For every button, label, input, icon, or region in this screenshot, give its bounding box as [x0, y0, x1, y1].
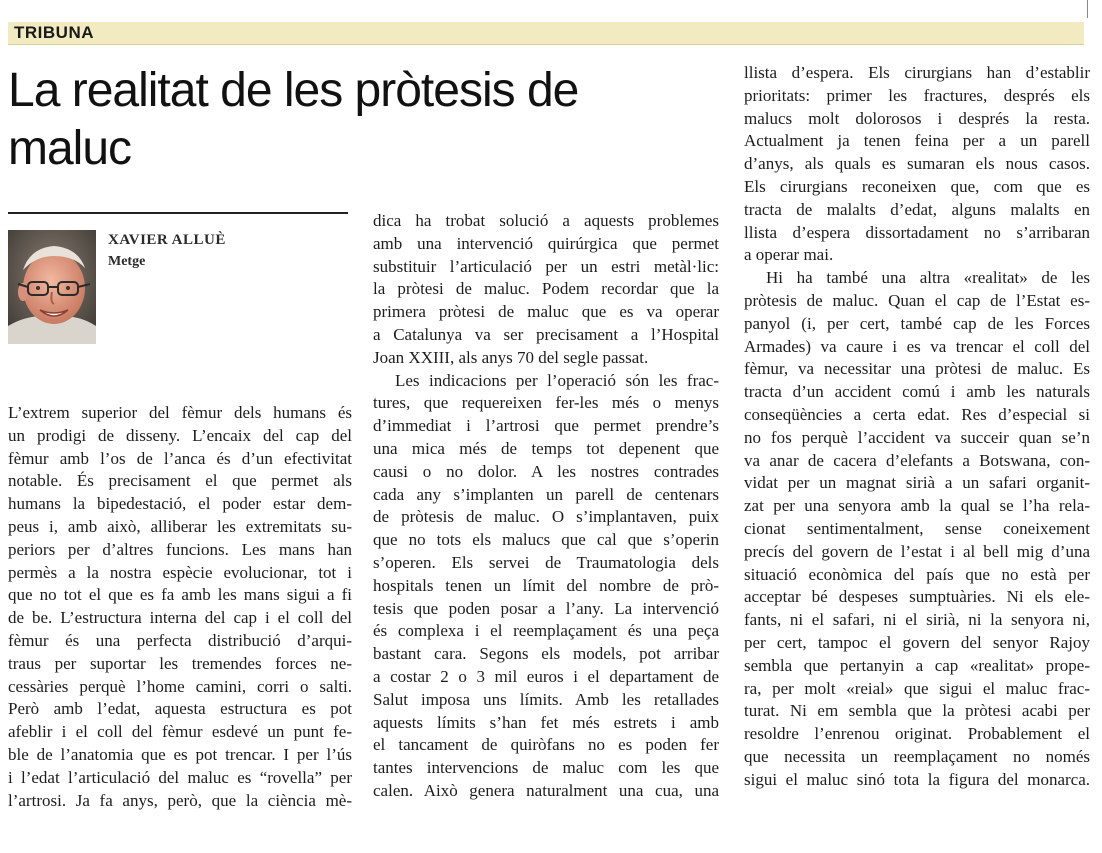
text-line: primera pròtesi de maluc que es va operar — [373, 302, 719, 322]
text-line: i l’edat l’articulació del maluc es “rovella” per — [8, 767, 352, 787]
text-line: afeblir i el coll del fèmur esdevé un punt fe- — [8, 722, 352, 742]
text-line: L’extrem superior del fèmur dels humans és — [8, 403, 352, 422]
text-line: vidat per un magnat sirià a un safari organit- — [744, 473, 1090, 493]
edge-rule — [1087, 0, 1088, 18]
text-line: cada any s’implanten un parell de centenars — [373, 484, 719, 504]
text-line: llista d’espera dissortadament no s’arribaran — [744, 222, 1090, 242]
text-line: tures, que requereixen fer-les més o menys — [373, 393, 719, 413]
text-line: de be. L’estructura interna del cap i el coll del — [8, 608, 352, 628]
text-line: fèmur amb l’os de l’anca és d’un efectivitat — [8, 448, 352, 468]
text-line: llista d’espera. Els cirurgians han d’establir — [744, 63, 1090, 82]
text-line: Hi ha també una altra «realitat» de les — [766, 268, 1090, 288]
text-line: periors per d’altres funcions. Les mans han — [8, 539, 352, 559]
text-line: la pròtesi de maluc. Podem recordar que la — [373, 279, 719, 299]
article-column-1 — [8, 402, 352, 812]
article-column-3 — [744, 62, 1090, 792]
text-line: prioritats: primer les fractures, després els — [744, 85, 1090, 105]
text-line: malucs molt dolorosos i després la resta. — [744, 108, 1090, 128]
author-name: XAVIER ALLUÈ — [108, 232, 226, 248]
text-line: Però amb l’edat, aquesta estructura es pot — [8, 699, 352, 719]
author-portrait-image — [8, 230, 96, 344]
text-line: una mica més de temps tot depenent que — [373, 438, 719, 458]
text-line: ra, per molt «reial» que sigui el maluc frac- — [744, 678, 1090, 698]
text-line: de pròtesis de maluc. O s’implantaven, puix — [373, 507, 719, 527]
text-line: Els cirurgians reconeixen que, com que es — [744, 176, 1090, 196]
text-line: peus i, amb això, alliberar les extremitats su- — [8, 516, 352, 536]
text-line: no fos perquè l’accident va succeir quan se’n — [744, 427, 1090, 447]
text-line: calen. Això genera naturalment una cua, una — [373, 780, 719, 800]
text-line: fèmur, va necessitar una pròtesi de maluc. Es — [744, 359, 1090, 379]
text-line: que no tots els malucs que cal que s’operin — [373, 530, 719, 550]
text-line: d’anys, als quals es sumaran els nous casos. — [744, 154, 1090, 174]
text-line: és complexa i el reemplaçament és una peça — [373, 621, 719, 641]
text-line: sembla que pertanyin a cap «realitat» prope- — [744, 655, 1090, 675]
text-line: tantes intervencions de maluc com les que — [373, 758, 719, 778]
text-line: l’artrosi. Ja fa anys, però, que la ciència mè- — [8, 790, 352, 810]
text-line: causi o no dolor. A les nostres contrades — [373, 461, 719, 481]
text-line: traus per suportar les tremendes forces ne- — [8, 653, 352, 673]
author-photo — [8, 230, 96, 344]
article-column-2 — [373, 210, 719, 803]
section-label: TRIBUNA — [14, 23, 94, 42]
text-line: d’immediat i l’artrosi que permet prendre’s — [373, 416, 719, 436]
text-line: notable. És precisament el que permet als — [8, 471, 352, 491]
text-line: cessàries perquè l’home camini, corri o salti. — [8, 676, 352, 696]
text-line: tracta de malalts d’edat, alguns malalts en — [744, 199, 1090, 219]
text-line: fants, ni el safari, ni el sirià, ni la senyora ni, — [744, 610, 1090, 630]
text-line: precís del govern de l’estat i al bell mig d’una — [744, 541, 1090, 561]
text-line: el tancament de quiròfans no es poden fer — [373, 735, 719, 755]
text-line: substituir l’articulació per un estri metàl·lic: — [373, 256, 719, 276]
text-line: aquests límits s’han fet més estrets i amb — [373, 712, 719, 732]
text-line: Joan XXIII, als anys 70 del segle passat. — [373, 347, 649, 367]
text-line: fèmur és una perfecta distribució d’arqui- — [8, 630, 352, 650]
author-role: Metge — [108, 254, 146, 269]
text-line: panyol (i, per cert, també cap de les Forces — [744, 313, 1090, 333]
text-line: humans la bipedestació, el poder estar dem- — [8, 494, 352, 514]
text-line: va anar de cacera d’elefants a Botswana, con- — [744, 450, 1090, 470]
text-line: zat per una senyora amb la qual se l’ha rela- — [744, 496, 1090, 516]
text-line: s’operen. Els servei de Traumatologia dels — [373, 552, 719, 572]
section-bar — [8, 22, 1084, 45]
text-line: ble de l’anatomia que es pot trencar. I per l’ús — [8, 744, 352, 764]
text-line: tesis que poden posar a l’any. La intervenció — [373, 598, 719, 618]
text-line: amb una intervenció quirúrgica que permet — [373, 233, 719, 253]
byline-rule — [8, 212, 348, 214]
text-line: tracta d’un accident comú i amb les naturals — [744, 382, 1090, 402]
text-line: que necessita un reemplaçament no només — [744, 746, 1090, 766]
text-line: turat. Ni em sembla que la pròtesi acabi per — [744, 701, 1090, 721]
text-line: sigui el maluc sinó tota la figura del monarca. — [744, 769, 1090, 789]
text-line: per cert, tampoc el govern del senyor Rajoy — [744, 632, 1090, 652]
text-line: un prodigi de disseny. L’encaix del cap del — [8, 425, 352, 445]
text-line: resoldre l’enrenou originat. Probablement el — [744, 724, 1090, 744]
text-line: conseqüències a certa edat. Res d’especial si — [744, 404, 1090, 424]
text-line: Les indicacions per l’operació són les frac- — [395, 370, 719, 390]
text-line: a costar 2 o 3 mil euros i el departament de — [373, 666, 719, 686]
text-line: a Catalunya va ser precisament a l’Hospital — [373, 324, 719, 344]
text-line: acceptar bé despeses sumptuàries. Ni els ele- — [744, 587, 1090, 607]
text-line: cionat sentimentalment, sense coneixement — [744, 518, 1090, 538]
text-line: bastant cara. Segons els models, pot arribar — [373, 644, 719, 664]
text-line: situació econòmica del país que no està per — [744, 564, 1090, 584]
text-line: Actualment ja tenen feina per a un parell — [744, 131, 1090, 151]
text-line: a operar mai. — [744, 245, 834, 265]
text-line: Salut imposa uns límits. Amb les retallades — [373, 689, 719, 709]
text-line: permès a la nostra espècie evolucionar, tot i — [8, 562, 352, 582]
text-line: Armades) va caure i es va trencar el coll del — [744, 336, 1090, 356]
text-line: hospitals tenen un límit del nombre de prò- — [373, 575, 719, 595]
text-line: dica ha trobat solució a aquests problemes — [373, 211, 719, 230]
text-line: pròtesis de maluc. Quan el cap de l’Estat es- — [744, 290, 1090, 310]
headline: La realitat de les pròtesis de maluc — [8, 64, 579, 175]
text-line: que no tot el que es fa amb les mans sigui a fi — [8, 585, 352, 605]
